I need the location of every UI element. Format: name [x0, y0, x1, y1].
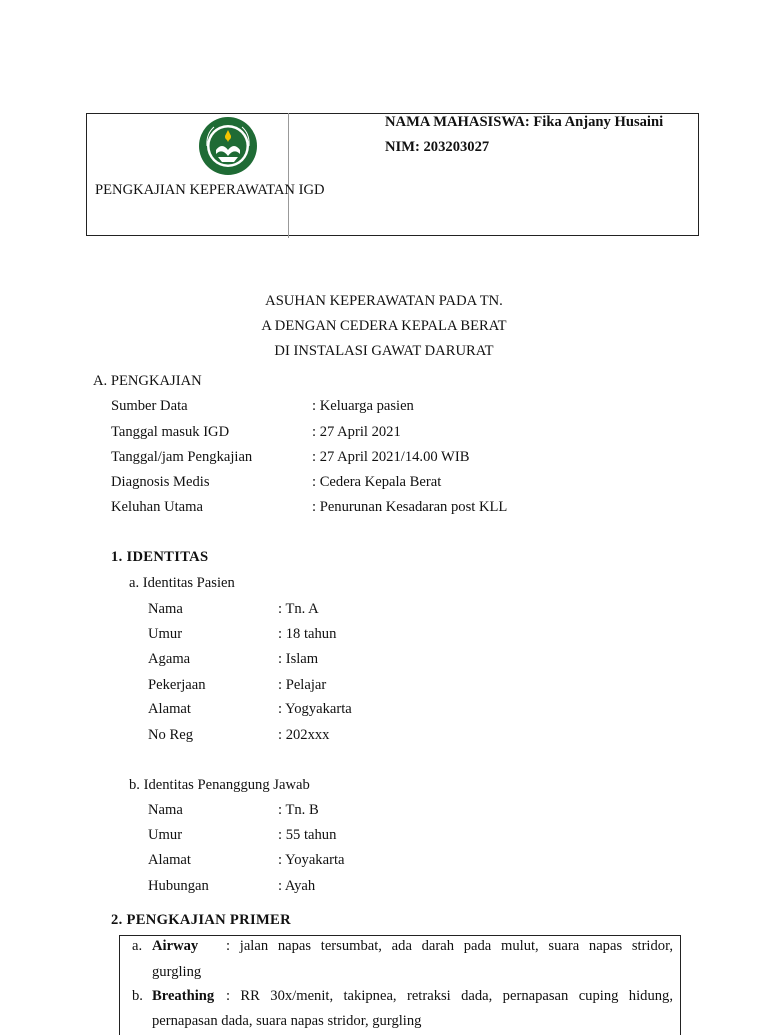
identitas-penanggung-heading: b. Identitas Penanggung Jawab [129, 777, 310, 793]
university-seal-icon [196, 116, 260, 178]
identitas-pasien-heading: a. Identitas Pasien [129, 575, 235, 591]
row-label: Umur [148, 827, 183, 843]
row-value: : Tn. A [278, 601, 319, 617]
row-label: Keluhan Utama [111, 499, 203, 515]
form-title: PENGKAJIAN KEPERAWATAN IGD [95, 182, 325, 198]
row-value: : 27 April 2021 [312, 424, 401, 440]
row-label: Diagnosis Medis [111, 474, 210, 490]
row-label: Alamat [148, 852, 191, 868]
doc-title-line3: DI INSTALASI GAWAT DARURAT [274, 343, 494, 359]
breathing-text-line2: pernapasan dada, suara napas stridor, gurgling [152, 1013, 422, 1029]
row-value: : 55 tahun [278, 827, 337, 843]
airway-text-line1: : jalan napas tersumbat, ada darah pada mulut, suara napas stridor, [226, 938, 673, 954]
student-name: NAMA MAHASISWA: Fika Anjany Husaini [385, 114, 664, 130]
header-box [86, 113, 699, 236]
row-value: : Tn. B [278, 802, 319, 818]
row-label: Tanggal masuk IGD [111, 424, 230, 440]
row-label: No Reg [148, 727, 193, 743]
breathing-term: Breathing [152, 988, 215, 1004]
student-nim: NIM: 203203027 [385, 139, 490, 155]
row-label: Umur [148, 626, 183, 642]
row-value: : Keluarga pasien [312, 398, 414, 414]
row-label: Alamat [148, 701, 191, 717]
breathing-text-line1: : RR 30x/menit, takipnea, retraksi dada, pernapasan cuping hidung, [226, 988, 673, 1004]
row-value: : 18 tahun [278, 626, 337, 642]
header-divider [288, 113, 289, 238]
row-label: Tanggal/jam Pengkajian [111, 449, 253, 465]
row-value: : 202xxx [278, 727, 330, 743]
row-label: Agama [148, 651, 191, 667]
row-label: Nama [148, 601, 183, 617]
airway-text-line2: gurgling [152, 964, 202, 980]
row-value: : Islam [278, 651, 319, 667]
row-value: : Ayah [278, 878, 316, 894]
row-label: Nama [148, 802, 183, 818]
list-marker: a. [132, 938, 143, 954]
doc-title-line2: A DENGAN CEDERA KEPALA BERAT [261, 318, 507, 334]
identitas-heading: 1. IDENTITAS [111, 549, 209, 565]
row-label: Hubungan [148, 878, 209, 894]
doc-title-line1: ASUHAN KEPERAWATAN PADA TN. [265, 293, 503, 309]
section-a-heading: A. PENGKAJIAN [93, 373, 202, 389]
row-value: : Yoyakarta [278, 852, 345, 868]
row-value: : Pelajar [278, 677, 327, 693]
row-label: Pekerjaan [148, 677, 206, 693]
airway-term: Airway [152, 938, 199, 954]
list-marker: b. [132, 988, 143, 1004]
row-value: : Cedera Kepala Berat [312, 474, 442, 490]
row-value: : 27 April 2021/14.00 WIB [312, 449, 470, 465]
row-value: : Yogyakarta [278, 701, 352, 717]
row-label: Sumber Data [111, 398, 188, 414]
primer-heading: 2. PENGKAJIAN PRIMER [111, 912, 291, 928]
row-value: : Penurunan Kesadaran post KLL [312, 499, 508, 515]
